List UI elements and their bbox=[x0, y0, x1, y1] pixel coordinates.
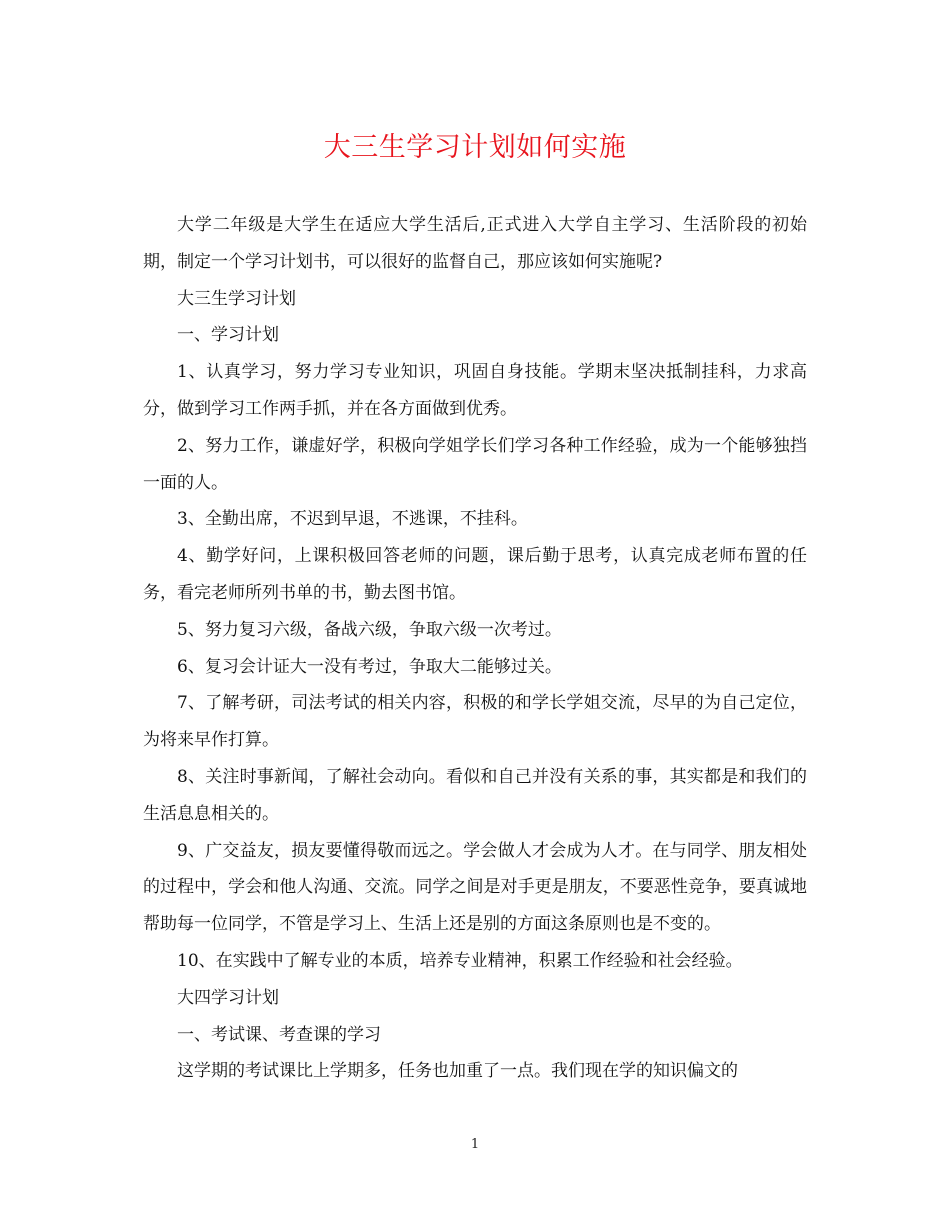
list-item: 7、了解考研，司法考试的相关内容，积极的和学长学姐交流，尽早的为自己定位，为将来早作打算。 bbox=[143, 693, 807, 751]
heading-exam-courses: 一、考试课、考查课的学习 bbox=[177, 1024, 381, 1045]
heading-study-plan: 一、学习计划 bbox=[177, 325, 279, 346]
heading-junior-plan: 大三生学习计划 bbox=[177, 288, 296, 309]
document-title: 大三生学习计划如何实施 bbox=[323, 132, 627, 163]
list-item: 5、努力复习六级，备战六级，争取六级一次考过。 bbox=[177, 619, 562, 640]
document-body bbox=[143, 207, 807, 1090]
list-item: 10、在实践中了解专业的本质，培养专业精神，积累工作经验和社会经验。 bbox=[177, 950, 743, 971]
list-item: 6、复习会计证大一没有考过，争取大二能够过关。 bbox=[177, 656, 562, 677]
paragraph-exam-courses: 这学期的考试课比上学期多，任务也加重了一点。我们现在学的知识偏文的 bbox=[177, 1061, 738, 1082]
list-item: 8、关注时事新闻，了解社会动向。看似和自己并没有关系的事，其实都是和我们的生活息息相关的。 bbox=[143, 766, 807, 824]
paragraph-intro: 大学二年级是大学生在适应大学生活后,正式进入大学自主学习、生活阶段的初始期，制定一个学习计划书，可以很好的监督自己，那应该如何实施呢? bbox=[143, 215, 807, 272]
list-item: 1、认真学习，努力学习专业知识，巩固自身技能。学期末坚决抵制挂科，力求高分，做到学习工作两手抓，并在各方面做到优秀。 bbox=[143, 362, 807, 419]
heading-senior-plan: 大四学习计划 bbox=[177, 987, 279, 1008]
list-item: 2、努力工作，谦虚好学，积极向学姐学长们学习各种工作经验，成为一个能够独挡一面的人。 bbox=[143, 435, 807, 493]
list-item: 4、勤学好问，上课积极回答老师的问题，课后勤于思考，认真完成老师布置的任务，看完老师所列书单的书，勤去图书馆。 bbox=[143, 546, 807, 603]
page-number: 1 bbox=[470, 1137, 480, 1152]
list-item: 9、广交益友，损友要懂得敬而远之。学会做人才会成为人才。在与同学、朋友相处的过程中，学会和他人沟通、交流。同学之间是对手更是朋友，不要恶性竞争，要真诚地帮助每一位同学，不管是学习上、生活上还是别的方面这条原则也是不变的。 bbox=[143, 840, 807, 935]
list-item: 3、全勤出席，不迟到早退，不逃课，不挂科。 bbox=[177, 509, 528, 530]
